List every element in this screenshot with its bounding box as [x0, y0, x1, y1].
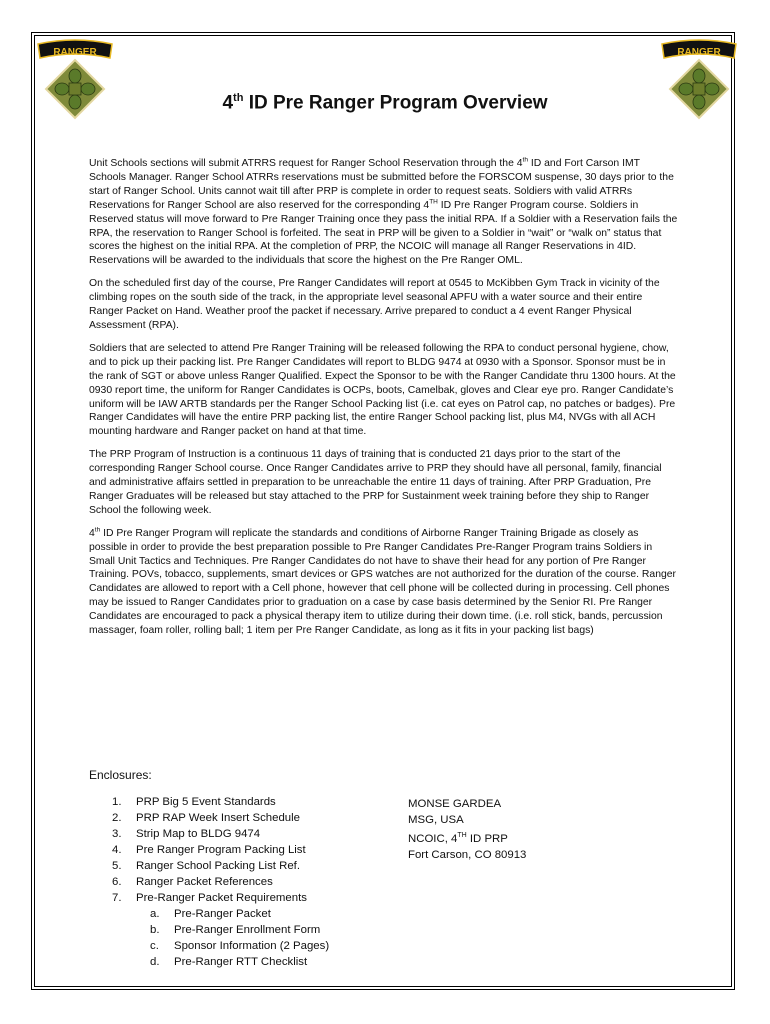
list-item: 5. Ranger School Packing List Ref. — [112, 860, 300, 872]
paragraph-reservations: Unit Schools sections will submit ATRRS request for Ranger School Reservation through the 4th ID and Fort Carson IMT Schools Manager. Ranger School ATRRs reservations must be submitted before the FORSCOM suspense, 30 days prior to the start of Ranger School. Units cannot wait till after PRP is complete in order to request seats. Soldiers with valid ATRRs Reservations for Ranger School are also reserved for the corresponding 4TH ID Pre Ranger Program course. Soldiers in Reserved status will move forward to Pre Ranger Training once they pass the initial RPA. If a Soldier with a Reservation fails the RPA, the reservation to Ranger School is forfeited. The seat in PRP will be given to a Soldier in “wait” or “walk on” status that scores the highest on the initial RPA. At the completion of PRP, the NCOIC will manage all Ranger Reservations in 4ID. Reservations will be awarded to the individuals that score the highest on the Pre Ranger OML. — [89, 156, 678, 267]
document-body — [89, 157, 679, 647]
paragraph-first-day: On the scheduled first day of the course, Pre Ranger Candidates will report at 0545 to McKibben Gym Track in vicinity of the climbing ropes on the south side of the track, in the appropriate level seasonal APFU with a water source and their entire Ranger Packet on Hand. Weather proof the packet if necessary. Arrive prepared to conduct a 4 event Ranger Physical Assessment (RPA). — [89, 278, 660, 331]
enclosures-sublist — [136, 906, 329, 970]
signature-block — [408, 796, 526, 863]
list-item: c. Sponsor Information (2 Pages) — [150, 940, 330, 952]
list-item: 4. Pre Ranger Program Packing List — [112, 844, 306, 856]
enclosures-heading: Enclosures: — [89, 768, 152, 782]
list-item: 2. PRP RAP Week Insert Schedule — [112, 812, 300, 824]
list-item: b. Pre-Ranger Enrollment Form — [150, 924, 321, 936]
paragraph-selection: Soldiers that are selected to attend Pre Ranger Training will be released following the RPA to conduct personal hygiene, chow, and to pick up their packing list. Pre Ranger Candidates will report to BLDG 9474 at 0930 with a Sponsor. Sponsor must be in the rank of SGT or above unless Ranger Qualified. Expect the Sponsor to be with the Ranger Candidate thru 1300 hours. At the 0930 report time, the uniform for Ranger Candidates is OCPs, boots, Camelbak, gloves and Clear eye pro. Ranger Candidate’s uniform will be IAW ARTB standards per the Ranger School Packing list (i.e. cat eyes on Patrol cap, no patches or badges). Pre Ranger Candidates will have the entire PRP packing list, the entire Ranger School packing list, plus M4, NVGs with all ACH mounting hardware and Ranger packet on hand at that time. — [89, 342, 676, 438]
list-item: 1. PRP Big 5 Event Standards — [112, 796, 276, 808]
list-item: a. Pre-Ranger Packet — [150, 908, 271, 920]
signer-title: NCOIC, 4TH ID PRP — [408, 832, 508, 845]
paragraph-program-of-instruction: The PRP Program of Instruction is a continuous 11 days of training that is conducted 21 days prior to the start of the corresponding Ranger School course. Once Ranger Candidates arrive to PRP they should have all personal, family, financial and administrative affairs settled in preparation to be unreachable the entire 11 days of training. After PRP Graduation, Pre Ranger Graduates will be released but stay attached to the PRP for Sustainment week training before they ship to Ranger School the following week. — [89, 449, 662, 516]
page-title: 4th ID Pre Ranger Program Overview — [222, 92, 548, 114]
list-item: d. Pre-Ranger RTT Checklist — [150, 956, 308, 968]
signer-location: Fort Carson, CO 80913 — [408, 848, 527, 861]
paragraph-standards: 4th ID Pre Ranger Program will replicate the standards and conditions of Airborne Ranger Training Brigade as closely as possible in order to provide the best preparation possible to Pre Ranger Candidates Pre-Ranger Program trains Soldiers in Small Unit Tactics and Techniques. Pre Ranger Candidates do not have to shave their head for any portion of Pre Ranger Training. POVs, tobacco, supplements, smart devices or GPS watches are not authorized for the duration of the course. Ranger Candidates are allowed to report with a Cell phone, however that cell phone will be collected during in processing. Cell phones may be issued to Ranger Candidates prior to graduation on a case by case basis determined by the Senior RI. Pre Ranger Candidates are encouraged to pack a physical therapy item to utilize during their down time. (i.e. roll stick, bands, percussion massager, foam roller, rolling ball; 1 item per Pre Ranger Candidate, as long as it fits in your packing list bags) — [89, 526, 676, 637]
signer-rank: MSG, USA — [408, 814, 464, 826]
enclosures-list — [112, 794, 329, 970]
list-item: 7. Pre-Ranger Packet Requirements a. Pre-Ranger Packet b. Pre-Ranger Enrollment Form c. Sponsor Information (2 Pages) d. Pre-Ranger RTT Checklist — [112, 892, 330, 968]
list-item: 6. Ranger Packet References — [112, 876, 273, 888]
ranger-tab-text: RANGER — [53, 47, 97, 58]
ranger-tab-text: RANGER — [677, 47, 721, 58]
list-item: 3. Strip Map to BLDG 9474 — [112, 828, 261, 840]
signer-name: MONSE GARDEA — [408, 798, 502, 810]
